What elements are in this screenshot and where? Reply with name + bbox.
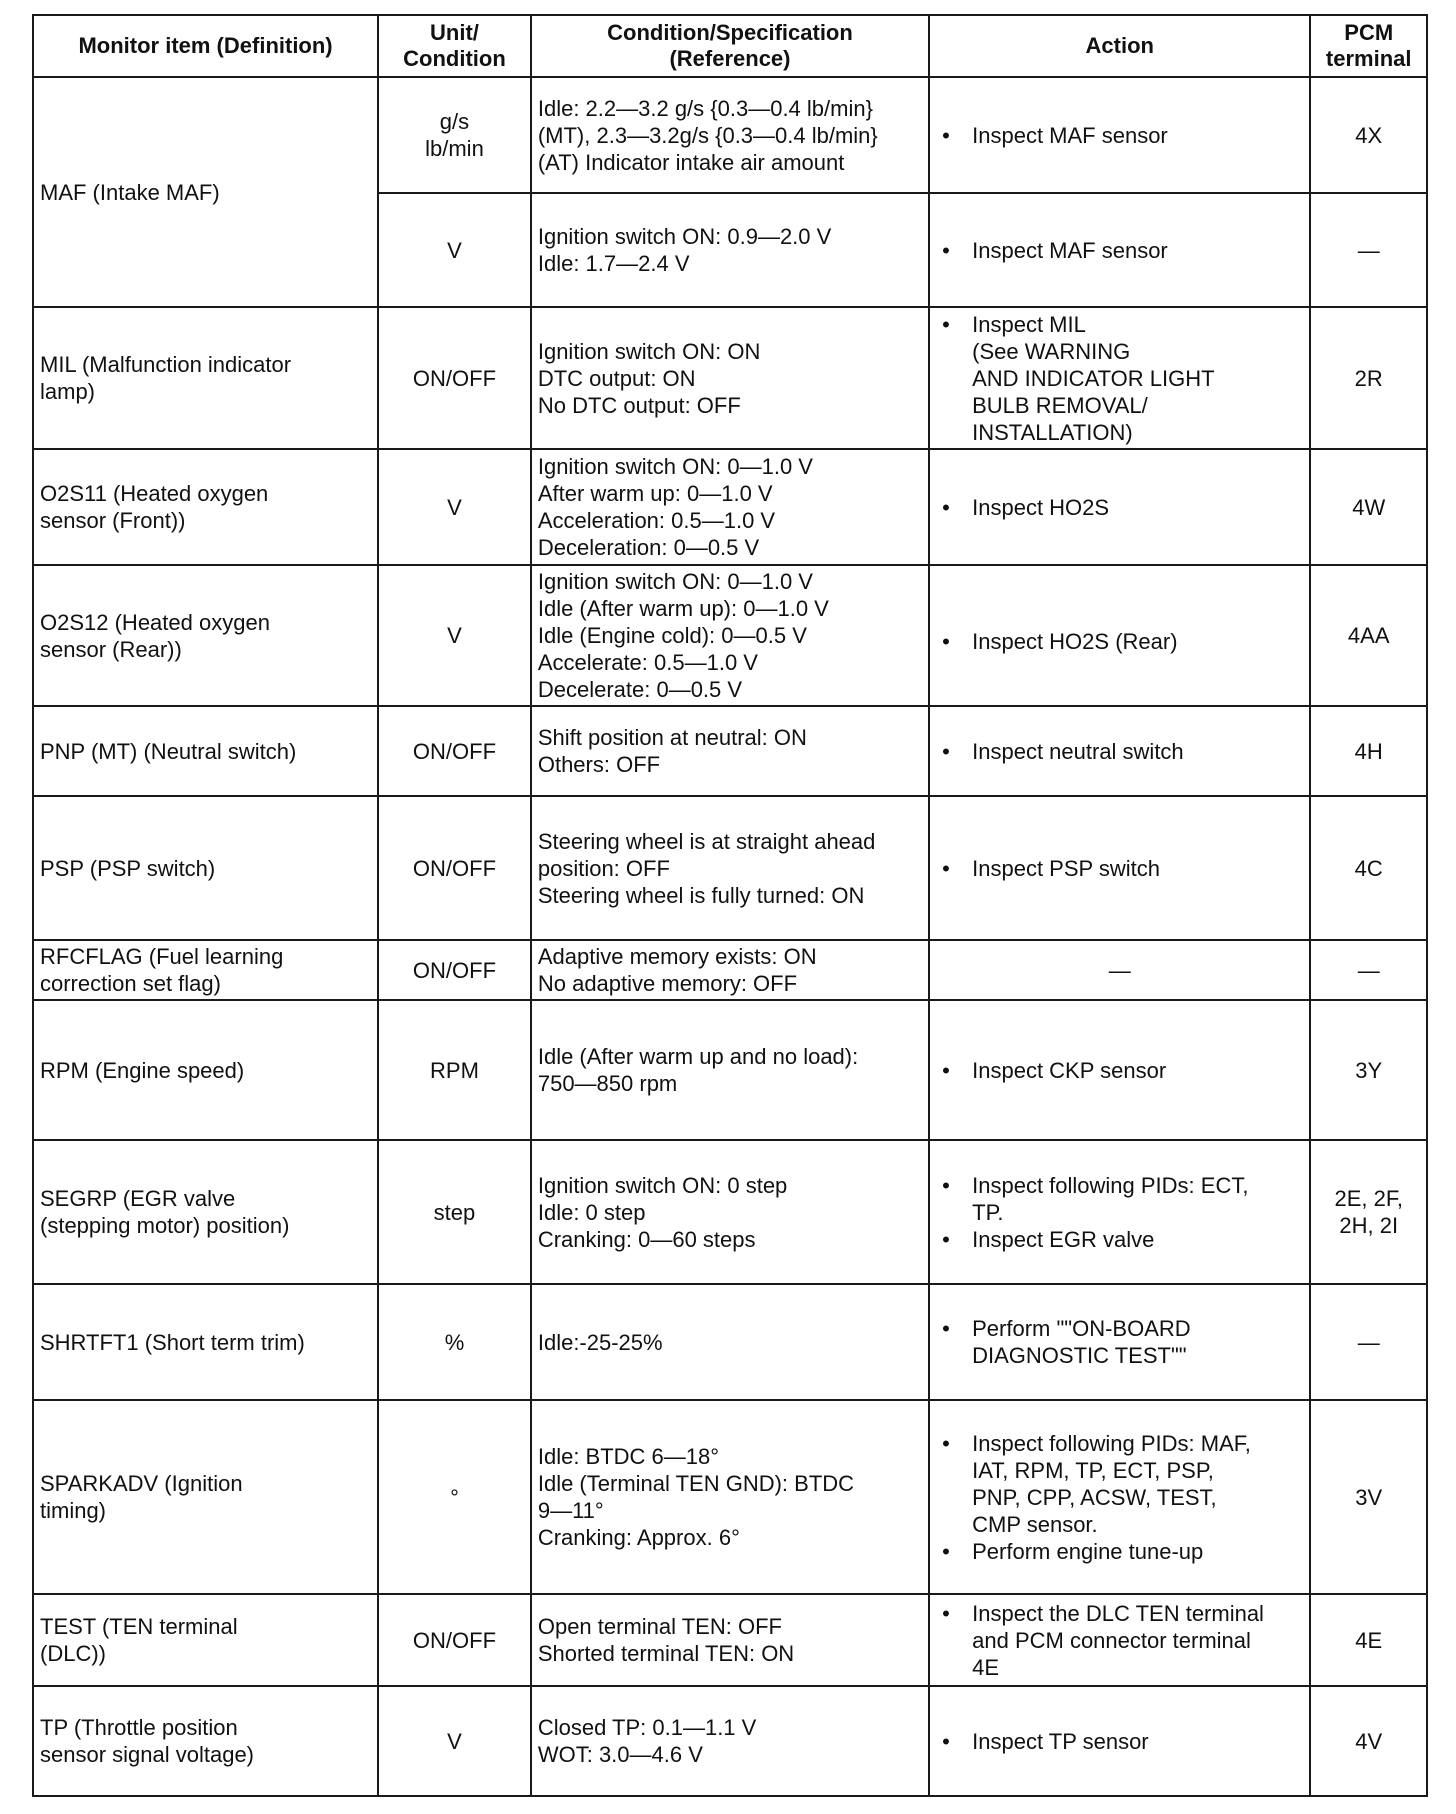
action-bullet bbox=[936, 855, 1303, 882]
action-bullet bbox=[936, 1226, 1303, 1253]
condition-line: (MT), 2.3—3.2g/s {0.3—0.4 lb/min} bbox=[537, 122, 878, 148]
monitor-cell-pnp: PNP (MT) (Neutral switch) bbox=[33, 706, 378, 796]
monitor-line: lamp) bbox=[40, 379, 96, 404]
condition-line: Idle: BTDC 6—18° bbox=[537, 1444, 720, 1469]
condition-line: After warm up: 0—1.0 V bbox=[537, 481, 773, 506]
action-line: TP. bbox=[972, 1199, 1004, 1225]
condition-line: Idle (Terminal TEN GND): BTDC bbox=[537, 1471, 855, 1496]
condition-line: position: OFF bbox=[537, 855, 670, 881]
header-pcm-line1: PCM bbox=[1344, 20, 1394, 45]
pcm-cell-segrp bbox=[1310, 1140, 1427, 1284]
action-cell-rpm bbox=[929, 1000, 1310, 1140]
condition-cell-sparkadv bbox=[531, 1400, 929, 1594]
unit-cell-shrtft1: % bbox=[378, 1284, 531, 1400]
condition-cell-rpm bbox=[531, 1000, 929, 1140]
action-text: Inspect HO2S (Rear) bbox=[972, 629, 1178, 654]
unit-cell-rpm: RPM bbox=[378, 1000, 531, 1140]
condition-cell-maf-gs bbox=[531, 77, 929, 193]
monitor-line: timing) bbox=[40, 1498, 107, 1523]
monitor-cell-psp: PSP (PSP switch) bbox=[33, 796, 378, 940]
unit-cell-maf-gs bbox=[378, 77, 531, 193]
condition-line: Steering wheel is at straight ahead bbox=[537, 828, 876, 854]
monitor-cell-o2s12 bbox=[33, 565, 378, 706]
unit-cell-o2s11: V bbox=[378, 449, 531, 565]
pcm-cell-o2s11: 4W bbox=[1310, 449, 1427, 565]
monitor-cell-o2s11 bbox=[33, 449, 378, 565]
condition-cell-tp bbox=[531, 1686, 929, 1796]
monitor-line: sensor signal voltage) bbox=[40, 1742, 255, 1767]
action-line: 4E bbox=[972, 1654, 1000, 1680]
bullet-icon: • bbox=[942, 1538, 950, 1564]
bullet-icon: • bbox=[942, 311, 950, 337]
condition-line: Ignition switch ON: ON bbox=[537, 338, 761, 364]
action-cell-sparkadv bbox=[929, 1400, 1310, 1594]
monitor-line: O2S12 (Heated oxygen bbox=[40, 609, 270, 635]
action-text: Inspect CKP sensor bbox=[972, 1057, 1167, 1083]
condition-line: DTC output: ON bbox=[537, 365, 696, 391]
condition-line: Cranking: Approx. 6° bbox=[537, 1525, 740, 1550]
action-text: Perform engine tune-up bbox=[972, 1538, 1204, 1564]
pcm-cell-mil: 2R bbox=[1310, 307, 1427, 449]
action-bullet bbox=[936, 311, 1303, 446]
action-line: CMP sensor. bbox=[972, 1511, 1098, 1537]
action-line: IAT, RPM, TP, ECT, PSP, bbox=[972, 1457, 1214, 1483]
unit-cell-psp: ON/OFF bbox=[378, 796, 531, 940]
monitor-cell-rpm: RPM (Engine speed) bbox=[33, 1000, 378, 1140]
pcm-cell-o2s12: 4AA bbox=[1310, 565, 1427, 706]
monitor-line: correction set flag) bbox=[40, 971, 221, 996]
condition-line: Adaptive memory exists: ON bbox=[537, 944, 817, 969]
action-line: BULB REMOVAL/ bbox=[972, 392, 1148, 418]
bullet-icon: • bbox=[942, 629, 950, 654]
monitor-line: sensor (Rear)) bbox=[40, 636, 182, 662]
condition-line: Steering wheel is fully turned: ON bbox=[537, 882, 865, 908]
monitor-line: (DLC)) bbox=[40, 1641, 106, 1666]
action-cell-psp bbox=[929, 796, 1310, 940]
condition-line: (AT) Indicator intake air amount bbox=[537, 149, 845, 175]
header-pcm-line2: terminal bbox=[1325, 46, 1412, 71]
bullet-icon: • bbox=[942, 1057, 950, 1083]
action-cell-tp bbox=[929, 1686, 1310, 1796]
pcm-cell-sparkadv: 3V bbox=[1310, 1400, 1427, 1594]
bullet-icon: • bbox=[942, 122, 950, 148]
pcm-cell-tp: 4V bbox=[1310, 1686, 1427, 1796]
bullet-icon: • bbox=[942, 1728, 950, 1754]
table-row-tp bbox=[33, 1686, 1427, 1796]
table-row-pnp bbox=[33, 706, 1427, 796]
condition-line: Idle: 1.7—2.4 V bbox=[537, 251, 690, 276]
condition-line: Acceleration: 0.5—1.0 V bbox=[537, 508, 776, 533]
condition-line: Others: OFF bbox=[537, 752, 661, 777]
action-text bbox=[972, 1315, 1303, 1369]
pcm-cell-pnp: 4H bbox=[1310, 706, 1427, 796]
unit-cell-mil: ON/OFF bbox=[378, 307, 531, 449]
action-text: Inspect MAF sensor bbox=[972, 122, 1168, 148]
header-action: Action bbox=[929, 15, 1310, 77]
unit-cell-segrp: step bbox=[378, 1140, 531, 1284]
action-line: AND INDICATOR LIGHT bbox=[972, 365, 1215, 391]
table-row-maf-gs bbox=[33, 77, 1427, 193]
monitor-cell-sparkadv bbox=[33, 1400, 378, 1594]
condition-line: No adaptive memory: OFF bbox=[537, 971, 798, 996]
bullet-icon: • bbox=[942, 1316, 950, 1341]
action-cell-maf-gs bbox=[929, 77, 1310, 193]
condition-line: Cranking: 0—60 steps bbox=[537, 1226, 756, 1252]
action-cell-rfcflag: — bbox=[929, 940, 1310, 1000]
table-row-segrp bbox=[33, 1140, 1427, 1284]
action-text bbox=[972, 1172, 1303, 1226]
pcm-line: 2H, 2I bbox=[1339, 1213, 1399, 1238]
monitor-line: (stepping motor) position) bbox=[40, 1213, 290, 1238]
table-header-row bbox=[33, 15, 1427, 77]
table-row-rpm bbox=[33, 1000, 1427, 1140]
unit-cell-sparkadv: ° bbox=[378, 1400, 531, 1594]
unit-cell-maf-v: V bbox=[378, 193, 531, 307]
condition-line: Idle: 0 step bbox=[537, 1199, 646, 1225]
monitor-line: MIL (Malfunction indicator bbox=[40, 352, 292, 377]
action-bullet bbox=[936, 1057, 1303, 1084]
action-line: Inspect following PIDs: ECT, bbox=[972, 1172, 1249, 1198]
action-text: Inspect TP sensor bbox=[972, 1728, 1149, 1754]
action-bullet bbox=[936, 494, 1303, 521]
pcm-cell-maf-gs: 4X bbox=[1310, 77, 1427, 193]
unit-maf-gs-line2: lb/min bbox=[425, 136, 484, 161]
action-text: Inspect MAF sensor bbox=[972, 237, 1168, 263]
bullet-icon: • bbox=[942, 1172, 950, 1198]
bullet-icon: • bbox=[942, 237, 950, 263]
condition-line: Ignition switch ON: 0.9—2.0 V bbox=[537, 224, 832, 249]
monitor-line: SEGRP (EGR valve bbox=[40, 1186, 236, 1211]
monitor-line: SPARKADV (Ignition bbox=[40, 1471, 243, 1496]
action-line: (See WARNING bbox=[972, 338, 1131, 364]
condition-line: Ignition switch ON: 0—1.0 V bbox=[537, 569, 813, 594]
monitor-line: O2S11 (Heated oxygen bbox=[40, 481, 269, 506]
bullet-icon: • bbox=[942, 738, 950, 764]
header-monitor-item: Monitor item (Definition) bbox=[33, 15, 378, 77]
action-text bbox=[972, 1600, 1303, 1681]
condition-line: WOT: 3.0—4.6 V bbox=[537, 1742, 703, 1767]
action-text bbox=[972, 311, 1303, 446]
monitor-cell-tp bbox=[33, 1686, 378, 1796]
action-text: Inspect HO2S bbox=[972, 494, 1110, 520]
pcm-line: 2E, 2F, bbox=[1334, 1186, 1403, 1211]
unit-cell-pnp: ON/OFF bbox=[378, 706, 531, 796]
monitor-cell-shrtft1: SHRTFT1 (Short term trim) bbox=[33, 1284, 378, 1400]
pcm-cell-shrtft1: — bbox=[1310, 1284, 1427, 1400]
condition-line: Shorted terminal TEN: ON bbox=[537, 1641, 795, 1666]
header-cond-line2: (Reference) bbox=[669, 46, 791, 71]
table-row-o2s11 bbox=[33, 449, 1427, 565]
action-bullet bbox=[936, 1430, 1303, 1538]
pcm-cell-test: 4E bbox=[1310, 1594, 1427, 1686]
action-bullet bbox=[936, 1600, 1303, 1681]
condition-cell-pnp bbox=[531, 706, 929, 796]
condition-line: Deceleration: 0—0.5 V bbox=[537, 535, 760, 560]
header-unit-line2: Condition bbox=[403, 46, 506, 71]
pcm-cell-rpm: 3Y bbox=[1310, 1000, 1427, 1140]
action-bullet bbox=[936, 628, 1303, 655]
header-unit-condition bbox=[378, 15, 531, 77]
table-row-psp bbox=[33, 796, 1427, 940]
bullet-icon: • bbox=[942, 494, 950, 520]
condition-line: Accelerate: 0.5—1.0 V bbox=[537, 650, 758, 675]
condition-line: Closed TP: 0.1—1.1 V bbox=[537, 1715, 757, 1740]
condition-line: Shift position at neutral: ON bbox=[537, 725, 807, 750]
header-pcm-terminal bbox=[1310, 15, 1427, 77]
action-line: Perform ""ON-BOARD bbox=[972, 1316, 1191, 1341]
action-line: DIAGNOSTIC TEST"" bbox=[972, 1343, 1187, 1368]
action-text: Inspect neutral switch bbox=[972, 738, 1184, 764]
condition-cell-o2s12 bbox=[531, 565, 929, 706]
condition-cell-segrp bbox=[531, 1140, 929, 1284]
condition-line: Idle (After warm up): 0—1.0 V bbox=[537, 596, 829, 621]
bullet-icon: • bbox=[942, 855, 950, 881]
action-text: Inspect EGR valve bbox=[972, 1226, 1155, 1252]
condition-cell-rfcflag bbox=[531, 940, 929, 1000]
bullet-icon: • bbox=[942, 1226, 950, 1252]
monitor-cell-rfcflag bbox=[33, 940, 378, 1000]
table-row-sparkadv bbox=[33, 1400, 1427, 1594]
table-row-test bbox=[33, 1594, 1427, 1686]
condition-cell-test bbox=[531, 1594, 929, 1686]
action-cell-shrtft1 bbox=[929, 1284, 1310, 1400]
monitor-line: TP (Throttle position bbox=[40, 1715, 238, 1740]
action-line: Inspect the DLC TEN terminal bbox=[972, 1600, 1264, 1626]
action-bullet bbox=[936, 1538, 1303, 1565]
table-row-rfcflag bbox=[33, 940, 1427, 1000]
monitor-line: TEST (TEN terminal bbox=[40, 1614, 238, 1639]
condition-line: No DTC output: OFF bbox=[537, 392, 741, 418]
condition-cell-psp bbox=[531, 796, 929, 940]
condition-line: 750—850 rpm bbox=[537, 1071, 678, 1096]
condition-cell-mil bbox=[531, 307, 929, 449]
action-bullet bbox=[936, 738, 1303, 765]
table-row-shrtft1 bbox=[33, 1284, 1427, 1400]
condition-line: Open terminal TEN: OFF bbox=[537, 1614, 782, 1639]
condition-cell-maf-v bbox=[531, 193, 929, 307]
action-bullet bbox=[936, 1728, 1303, 1755]
action-text: Inspect PSP switch bbox=[972, 855, 1161, 881]
action-cell-o2s12 bbox=[929, 565, 1310, 706]
action-line: and PCM connector terminal bbox=[972, 1627, 1251, 1653]
unit-cell-tp: V bbox=[378, 1686, 531, 1796]
table-row-o2s12 bbox=[33, 565, 1427, 706]
action-bullet bbox=[936, 237, 1303, 264]
action-bullet bbox=[936, 1172, 1303, 1226]
bullet-icon: • bbox=[942, 1430, 950, 1456]
table-row-mil bbox=[33, 307, 1427, 449]
action-line: PNP, CPP, ACSW, TEST, bbox=[972, 1484, 1217, 1510]
condition-line: Idle: 2.2—3.2 g/s {0.3—0.4 lb/min} bbox=[537, 95, 873, 121]
condition-line: Decelerate: 0—0.5 V bbox=[537, 677, 743, 702]
pcm-cell-maf-v: — bbox=[1310, 193, 1427, 307]
monitor-line: sensor (Front)) bbox=[40, 508, 186, 533]
unit-cell-test: ON/OFF bbox=[378, 1594, 531, 1686]
action-bullet bbox=[936, 122, 1303, 149]
action-cell-mil bbox=[929, 307, 1310, 449]
condition-line: Idle (Engine cold): 0—0.5 V bbox=[537, 623, 807, 648]
action-text bbox=[972, 1430, 1303, 1538]
condition-line: Ignition switch ON: 0—1.0 V bbox=[537, 454, 813, 479]
pcm-cell-psp: 4C bbox=[1310, 796, 1427, 940]
header-cond-line1: Condition/Specification bbox=[607, 20, 853, 45]
header-condition-specification bbox=[531, 15, 929, 77]
header-unit-line1: Unit/ bbox=[430, 20, 479, 45]
condition-cell-o2s11 bbox=[531, 449, 929, 565]
condition-line: 9—11° bbox=[537, 1498, 604, 1523]
monitor-cell-mil bbox=[33, 307, 378, 449]
action-cell-segrp bbox=[929, 1140, 1310, 1284]
monitor-line: RFCFLAG (Fuel learning bbox=[40, 944, 284, 969]
action-line: Inspect MIL bbox=[972, 311, 1086, 337]
action-bullet bbox=[936, 1315, 1303, 1369]
monitor-cell-maf: MAF (Intake MAF) bbox=[33, 77, 378, 307]
action-cell-pnp bbox=[929, 706, 1310, 796]
pcm-cell-rfcflag: — bbox=[1310, 940, 1427, 1000]
action-line: INSTALLATION) bbox=[972, 419, 1133, 445]
bullet-icon: • bbox=[942, 1600, 950, 1626]
action-cell-o2s11 bbox=[929, 449, 1310, 565]
unit-cell-rfcflag: ON/OFF bbox=[378, 940, 531, 1000]
condition-line: Ignition switch ON: 0 step bbox=[537, 1172, 788, 1198]
monitor-cell-segrp bbox=[33, 1140, 378, 1284]
action-line: Inspect following PIDs: MAF, bbox=[972, 1430, 1251, 1456]
action-cell-test bbox=[929, 1594, 1310, 1686]
unit-cell-o2s12: V bbox=[378, 565, 531, 706]
condition-line: Idle (After warm up and no load): bbox=[537, 1044, 859, 1069]
condition-cell-shrtft1: Idle:-25-25% bbox=[531, 1284, 929, 1400]
monitor-item-table bbox=[32, 14, 1428, 1797]
action-cell-maf-v bbox=[929, 193, 1310, 307]
monitor-cell-test bbox=[33, 1594, 378, 1686]
unit-maf-gs-line1: g/s bbox=[439, 109, 470, 134]
